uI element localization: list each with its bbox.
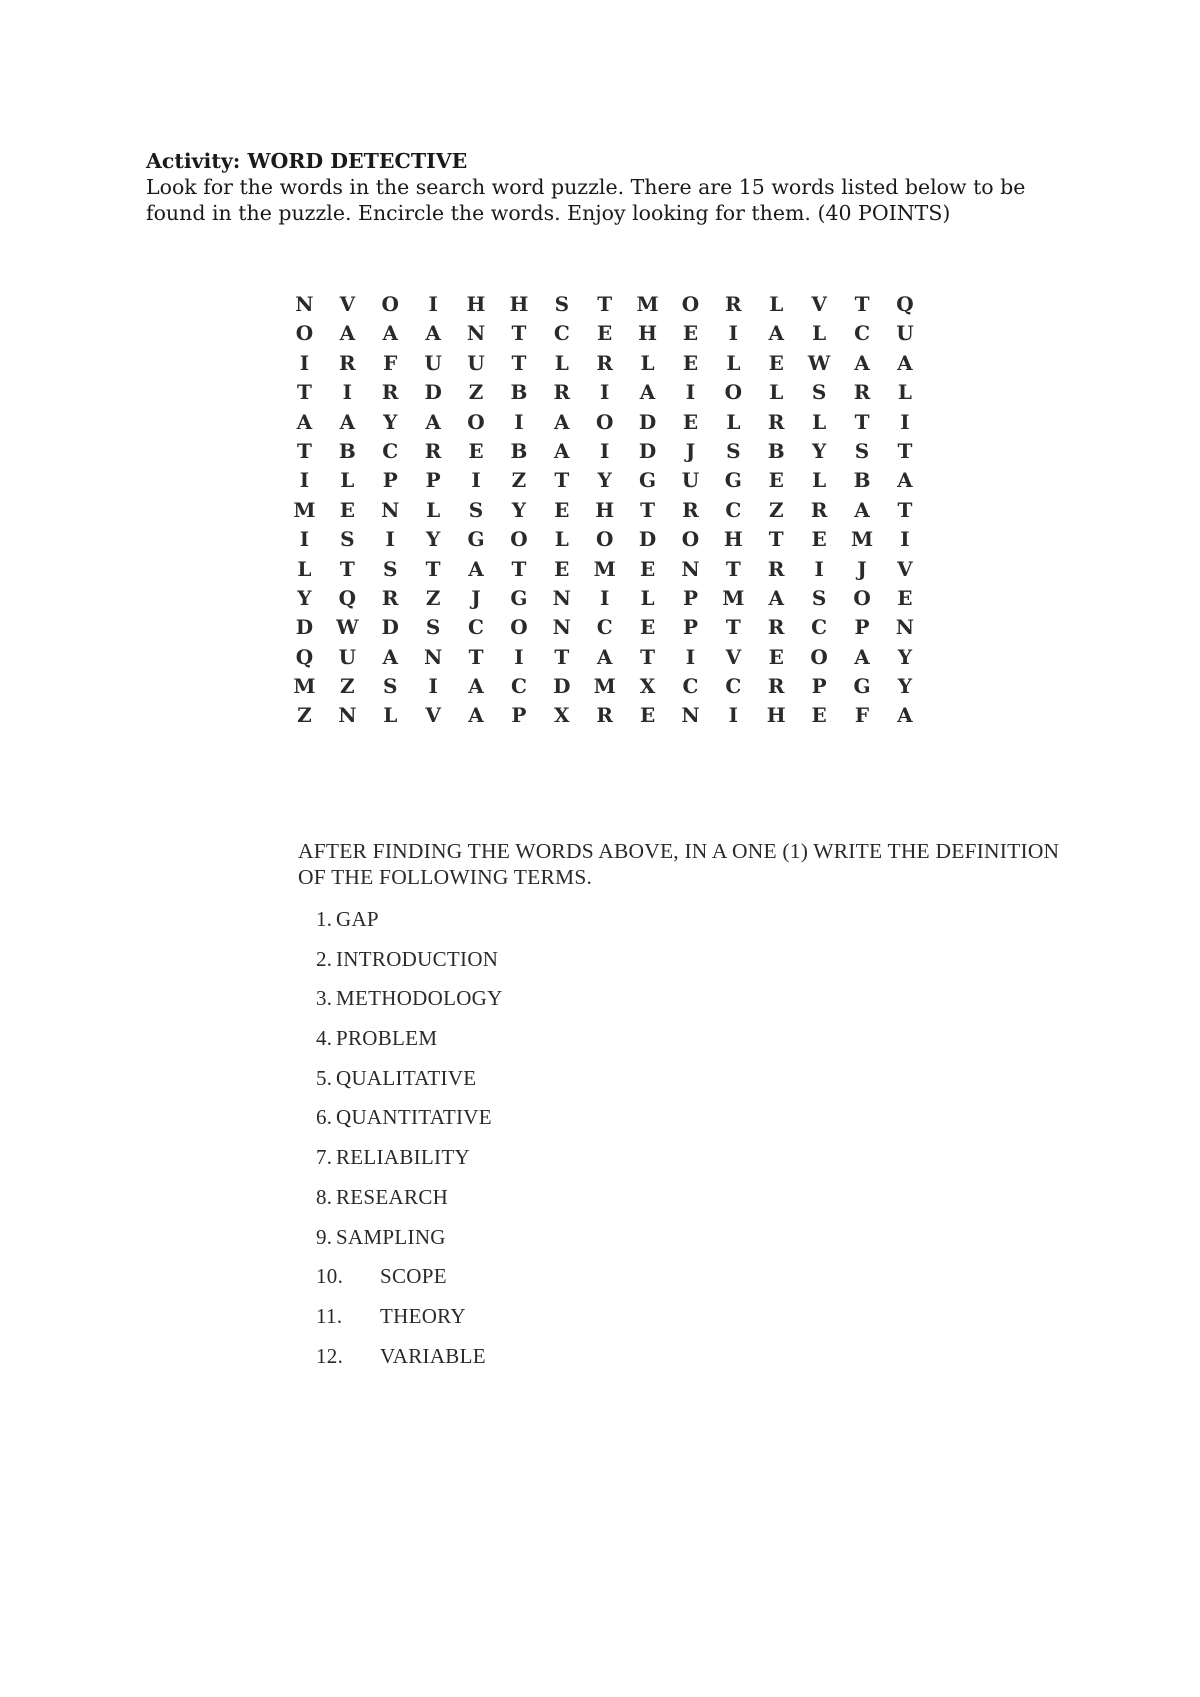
grid-letter[interactable]: T xyxy=(725,615,741,640)
grid-letter[interactable]: E xyxy=(468,438,484,463)
grid-letter[interactable]: L xyxy=(383,703,398,728)
followup-line-2: OF THE FOLLOWING TERMS. xyxy=(298,865,593,889)
grid-letter[interactable]: O xyxy=(595,409,614,434)
grid-letter[interactable]: T xyxy=(511,350,527,375)
grid-letter[interactable]: E xyxy=(768,468,784,493)
grid-letter[interactable]: E xyxy=(639,556,656,581)
grid-letter[interactable]: E xyxy=(639,615,656,640)
grid-letter[interactable]: E xyxy=(339,497,355,522)
grid-letter[interactable]: X xyxy=(554,703,570,728)
grid-letter[interactable]: M xyxy=(293,674,316,699)
term-item xyxy=(316,1263,503,1303)
grid-letter[interactable]: I xyxy=(299,468,310,493)
grid-letter[interactable]: C xyxy=(510,674,527,699)
grid-letter[interactable]: T xyxy=(339,556,355,581)
grid-letter[interactable]: B xyxy=(338,438,356,463)
term-text: QUALITATIVE xyxy=(336,1065,477,1090)
grid-letter[interactable]: T xyxy=(640,497,656,522)
grid-letter[interactable]: E xyxy=(682,409,699,434)
grid-letter[interactable]: L xyxy=(554,527,569,552)
followup-line-1: AFTER FINDING THE WORDS ABOVE, IN A ONE (1) WRITE THE DEFINITION xyxy=(298,839,1060,863)
grid-letter[interactable]: S xyxy=(425,615,441,640)
grid-letter[interactable]: T xyxy=(511,321,527,346)
grid-letter[interactable]: R xyxy=(553,380,571,405)
grid-letter[interactable]: B xyxy=(767,438,785,463)
grid-letter[interactable]: T xyxy=(854,409,870,434)
term-item xyxy=(316,1065,503,1105)
grid-letter[interactable]: N xyxy=(423,644,443,669)
term-item xyxy=(316,1184,503,1224)
grid-letter[interactable]: L xyxy=(812,321,827,346)
grid-letter[interactable]: G xyxy=(510,585,528,610)
grid-letter[interactable]: Z xyxy=(425,585,441,610)
grid-letter[interactable]: M xyxy=(293,497,316,522)
grid-letter[interactable]: L xyxy=(812,409,827,434)
term-number: 12. xyxy=(316,1343,344,1368)
grid-letter[interactable]: A xyxy=(468,703,484,728)
grid-letter[interactable]: P xyxy=(425,468,441,493)
grid-letter[interactable]: R xyxy=(810,497,828,522)
grid-letter[interactable]: P xyxy=(511,703,527,728)
grid-letter[interactable]: T xyxy=(854,292,870,316)
term-item xyxy=(316,1104,503,1144)
grid-letter[interactable]: H xyxy=(723,527,743,552)
grid-letter[interactable]: T xyxy=(468,644,484,669)
grid-letter[interactable]: S xyxy=(554,292,570,316)
grid-letter[interactable]: B xyxy=(853,468,871,493)
term-number: 7. xyxy=(316,1145,333,1170)
grid-letter[interactable]: B xyxy=(510,380,528,405)
term-text: SAMPLING xyxy=(336,1224,446,1249)
term-item xyxy=(316,906,503,946)
grid-letter[interactable]: O xyxy=(510,527,528,552)
grid-letter[interactable]: D xyxy=(424,380,442,405)
grid-letter[interactable]: S xyxy=(383,556,398,581)
grid-letter[interactable]: I xyxy=(385,527,395,552)
grid-letter[interactable]: A xyxy=(468,674,484,699)
grid-letter[interactable]: N xyxy=(681,556,700,581)
grid-letter[interactable]: R xyxy=(381,380,399,405)
grid-letter[interactable]: L xyxy=(769,292,784,316)
term-item xyxy=(316,1144,503,1184)
grid-letter[interactable]: O xyxy=(681,292,700,316)
grid-letter[interactable]: Y xyxy=(383,409,398,434)
grid-letter[interactable]: W xyxy=(336,615,359,640)
term-number: 4. xyxy=(316,1026,333,1051)
grid-letter[interactable]: R xyxy=(853,380,871,405)
grid-letter[interactable]: O xyxy=(510,615,528,640)
grid-letter[interactable]: J xyxy=(857,556,867,581)
grid-letter[interactable]: D xyxy=(638,409,657,434)
grid-letter[interactable]: C xyxy=(811,615,828,640)
grid-letter[interactable]: A xyxy=(639,380,656,405)
grid-letter[interactable]: A xyxy=(854,350,870,375)
grid-letter[interactable]: R xyxy=(381,585,399,610)
grid-letter[interactable]: Y xyxy=(897,644,913,669)
grid-letter[interactable]: I xyxy=(342,380,353,405)
grid-letter[interactable]: P xyxy=(811,674,827,699)
grid-letter[interactable]: I xyxy=(428,674,438,699)
grid-letter[interactable]: E xyxy=(768,350,784,375)
term-number: 11. xyxy=(316,1303,343,1328)
activity-title: WORD DETECTIVE xyxy=(247,149,468,173)
grid-letter[interactable]: J xyxy=(471,585,481,610)
grid-letter[interactable]: I xyxy=(514,409,524,434)
grid-letter[interactable]: R xyxy=(596,350,613,375)
grid-letter[interactable]: C xyxy=(682,674,699,699)
term-text: INTRODUCTION xyxy=(336,946,499,971)
grid-letter[interactable]: L xyxy=(554,350,569,375)
grid-letter[interactable]: R xyxy=(767,409,785,434)
grid-letter[interactable]: N xyxy=(466,321,486,346)
grid-letter[interactable]: L xyxy=(812,468,827,493)
grid-letter[interactable]: S xyxy=(854,438,870,463)
grid-letter[interactable]: I xyxy=(600,438,610,463)
grid-letter[interactable]: S xyxy=(383,674,398,699)
term-number: 10. xyxy=(316,1264,344,1289)
grid-letter[interactable]: C xyxy=(725,674,742,699)
grid-letter[interactable]: A xyxy=(897,703,913,728)
grid-letter[interactable]: N xyxy=(295,292,314,316)
grid-letter[interactable]: A xyxy=(768,321,784,346)
grid-letter[interactable]: L xyxy=(297,556,312,581)
grid-letter[interactable]: A xyxy=(382,321,398,346)
term-text: THEORY xyxy=(380,1303,466,1328)
grid-letter[interactable]: N xyxy=(381,497,400,522)
grid-letter[interactable]: P xyxy=(382,468,398,493)
grid-letter[interactable]: Z xyxy=(468,380,484,405)
grid-letter[interactable]: V xyxy=(811,292,827,316)
grid-letter[interactable]: A xyxy=(596,644,613,669)
grid-letter[interactable]: H xyxy=(466,292,486,316)
grid-letter[interactable]: T xyxy=(297,438,312,463)
grid-letter[interactable]: P xyxy=(682,615,698,640)
grid-letter[interactable]: H xyxy=(509,292,529,316)
grid-letter[interactable]: A xyxy=(425,321,441,346)
grid-letter[interactable]: I xyxy=(685,380,696,405)
grid-letter[interactable]: H xyxy=(766,703,786,728)
followup-instructions xyxy=(298,838,1178,890)
grid-letter[interactable]: V xyxy=(897,556,913,581)
grid-letter[interactable]: W xyxy=(807,350,831,375)
grid-letter[interactable]: O xyxy=(681,527,700,552)
grid-letter[interactable]: F xyxy=(854,703,870,728)
instruction-line-2: found in the puzzle. Encircle the words. Enjoy looking for them. (40 POINTS) xyxy=(146,201,951,225)
grid-letter[interactable]: O xyxy=(810,644,828,669)
grid-letter[interactable]: Y xyxy=(511,497,527,522)
term-text: GAP xyxy=(336,907,379,931)
grid-letter[interactable]: E xyxy=(682,321,699,346)
term-text: VARIABLE xyxy=(380,1343,486,1368)
grid-letter[interactable]: M xyxy=(722,585,745,610)
grid-letter[interactable]: I xyxy=(428,292,438,316)
grid-letter[interactable]: A xyxy=(854,497,870,522)
grid-letter[interactable]: X xyxy=(639,674,656,699)
term-text: RESEARCH xyxy=(336,1184,449,1209)
grid-letter[interactable]: E xyxy=(811,703,827,728)
grid-letter[interactable]: T xyxy=(597,292,613,316)
grid-letter[interactable]: C xyxy=(553,321,570,346)
grid-letter[interactable]: M xyxy=(850,527,874,552)
grid-letter[interactable]: Z xyxy=(340,674,355,699)
grid-letter[interactable]: R xyxy=(767,674,785,699)
grid-letter[interactable]: L xyxy=(726,409,741,434)
grid-letter[interactable]: L xyxy=(640,585,655,610)
grid-letter[interactable]: L xyxy=(897,380,912,405)
grid-letter[interactable]: E xyxy=(768,644,784,669)
grid-letter[interactable]: C xyxy=(596,615,613,640)
grid-letter[interactable]: E xyxy=(597,321,613,346)
grid-letter[interactable]: E xyxy=(554,497,570,522)
term-item xyxy=(316,1343,503,1383)
grid-letter[interactable]: I xyxy=(685,644,696,669)
grid-letter[interactable]: Z xyxy=(297,703,312,728)
grid-letter[interactable]: F xyxy=(383,350,398,375)
grid-letter[interactable]: R xyxy=(424,438,442,463)
grid-letter[interactable]: O xyxy=(467,409,485,434)
term-item xyxy=(316,1303,503,1343)
grid-letter[interactable]: T xyxy=(640,644,656,669)
grid-letter[interactable]: T xyxy=(725,556,741,581)
grid-letter[interactable]: S xyxy=(811,380,827,405)
term-item xyxy=(316,1025,503,1065)
grid-letter[interactable]: I xyxy=(600,380,610,405)
grid-letter[interactable]: L xyxy=(640,350,655,375)
grid-letter[interactable]: Q xyxy=(338,585,357,610)
grid-letter[interactable]: M xyxy=(593,674,616,699)
grid-letter[interactable]: T xyxy=(897,497,913,522)
grid-letter[interactable]: T xyxy=(554,468,570,493)
grid-letter[interactable]: V xyxy=(425,703,441,728)
grid-letter[interactable]: I xyxy=(728,321,739,346)
grid-letter[interactable]: M xyxy=(593,556,616,581)
grid-letter[interactable]: O xyxy=(295,321,314,346)
grid-letter[interactable]: I xyxy=(299,350,310,375)
grid-letter[interactable]: C xyxy=(382,438,399,463)
grid-letter[interactable]: L xyxy=(340,468,355,493)
grid-letter[interactable]: Q xyxy=(896,292,914,316)
term-text: PROBLEM xyxy=(336,1026,438,1051)
grid-letter[interactable]: E xyxy=(554,556,570,581)
grid-letter[interactable]: G xyxy=(853,674,871,699)
grid-letter[interactable]: S xyxy=(340,527,355,552)
grid-letter[interactable]: A xyxy=(339,321,356,346)
grid-letter[interactable]: R xyxy=(682,497,699,522)
grid-letter[interactable]: P xyxy=(854,615,870,640)
grid-letter[interactable]: C xyxy=(468,615,484,640)
grid-letter[interactable]: A xyxy=(554,409,570,434)
grid-letter[interactable]: A xyxy=(296,409,313,434)
grid-letter[interactable]: T xyxy=(297,380,312,405)
grid-letter[interactable]: I xyxy=(900,409,910,434)
grid-letter[interactable]: D xyxy=(295,615,314,640)
grid-letter[interactable]: Y xyxy=(425,527,441,552)
grid-letter[interactable]: N xyxy=(552,585,571,610)
grid-letter[interactable]: I xyxy=(471,468,481,493)
term-item xyxy=(316,946,503,986)
grid-letter[interactable]: U xyxy=(467,350,485,375)
grid-letter[interactable]: U xyxy=(424,350,442,375)
grid-letter[interactable]: U xyxy=(681,468,700,493)
terms-list xyxy=(316,906,503,1382)
grid-letter[interactable]: E xyxy=(682,350,699,375)
grid-letter[interactable]: D xyxy=(381,615,399,640)
grid-letter[interactable]: H xyxy=(638,321,658,346)
grid-letter[interactable]: G xyxy=(724,468,742,493)
grid-letter[interactable]: R xyxy=(767,556,785,581)
grid-letter[interactable]: J xyxy=(685,438,696,463)
grid-letter[interactable]: D xyxy=(638,527,657,552)
grid-letter[interactable]: D xyxy=(553,674,571,699)
grid-letter[interactable]: Y xyxy=(597,468,612,493)
grid-letter[interactable]: A xyxy=(425,409,441,434)
grid-letter[interactable]: O xyxy=(724,380,743,405)
grid-letter[interactable]: Y xyxy=(297,585,312,610)
grid-letter[interactable]: T xyxy=(425,556,441,581)
grid-letter[interactable]: N xyxy=(552,615,571,640)
word-search-grid[interactable] xyxy=(283,290,925,731)
grid-letter[interactable]: S xyxy=(468,497,484,522)
grid-letter[interactable]: R xyxy=(339,350,356,375)
grid-letter[interactable]: C xyxy=(725,497,742,522)
grid-letter[interactable]: R xyxy=(767,615,785,640)
grid-letter[interactable]: G xyxy=(639,468,657,493)
grid-letter[interactable]: Y xyxy=(811,438,827,463)
grid-letter[interactable]: I xyxy=(900,527,910,552)
grid-letter[interactable]: O xyxy=(853,585,871,610)
grid-letter[interactable]: N xyxy=(895,615,915,640)
grid-letter[interactable]: R xyxy=(596,703,613,728)
term-text: QUANTITATIVE xyxy=(336,1105,492,1130)
grid-letter[interactable]: O xyxy=(381,292,399,316)
grid-letter[interactable]: R xyxy=(725,292,742,316)
grid-letter[interactable]: E xyxy=(897,585,913,610)
grid-letter[interactable]: H xyxy=(595,497,615,522)
grid-letter[interactable]: A xyxy=(854,644,870,669)
term-number: 5. xyxy=(316,1065,333,1090)
grid-letter[interactable]: S xyxy=(726,438,741,463)
grid-letter[interactable]: E xyxy=(811,527,827,552)
grid-letter[interactable]: A xyxy=(554,438,570,463)
term-item xyxy=(316,985,503,1025)
grid-letter[interactable]: L xyxy=(726,350,741,375)
grid-letter[interactable]: M xyxy=(636,292,659,316)
term-number: 6. xyxy=(316,1105,333,1130)
grid-letter[interactable]: D xyxy=(638,438,657,463)
grid-letter[interactable]: T xyxy=(897,438,913,463)
grid-letter[interactable]: I xyxy=(600,585,610,610)
grid-letter[interactable]: O xyxy=(595,527,614,552)
term-number: 8. xyxy=(316,1184,333,1209)
grid-letter[interactable]: Z xyxy=(511,468,527,493)
grid-letter[interactable]: N xyxy=(681,703,700,728)
grid-letter[interactable]: Y xyxy=(897,674,913,699)
term-item xyxy=(316,1224,503,1264)
term-number: 1. xyxy=(316,907,333,931)
grid-letter[interactable]: T xyxy=(554,644,570,669)
activity-heading xyxy=(146,148,1106,174)
grid-letter[interactable]: G xyxy=(467,527,485,552)
grid-letter[interactable]: C xyxy=(854,321,870,346)
grid-letter[interactable]: A xyxy=(897,350,913,375)
term-text: RELIABILITY xyxy=(336,1145,470,1170)
term-text: METHODOLOGY xyxy=(336,986,503,1011)
term-text: SCOPE xyxy=(380,1264,447,1289)
grid-letter[interactable]: U xyxy=(338,644,357,669)
activity-instructions xyxy=(146,148,1106,226)
grid-letter[interactable]: A xyxy=(897,468,913,493)
grid-letter[interactable]: B xyxy=(510,438,528,463)
grid-letter[interactable]: P xyxy=(682,585,698,610)
grid-letter[interactable]: L xyxy=(426,497,441,522)
term-number: 9. xyxy=(316,1224,333,1249)
grid-letter[interactable]: V xyxy=(725,644,742,669)
grid-letter[interactable]: S xyxy=(811,585,827,610)
grid-letter[interactable]: I xyxy=(728,703,739,728)
grid-letter[interactable]: I xyxy=(299,527,310,552)
activity-label: Activity: xyxy=(146,149,241,173)
instruction-line-1: Look for the words in the search word puzzle. There are 15 words listed below to be xyxy=(146,175,1026,199)
grid-letter[interactable]: V xyxy=(339,292,356,316)
grid-letter[interactable]: A xyxy=(382,644,398,669)
grid-letter[interactable]: I xyxy=(814,556,824,581)
grid-letter[interactable]: E xyxy=(639,703,656,728)
grid-letter[interactable]: A xyxy=(468,556,484,581)
term-number: 3. xyxy=(316,986,333,1011)
grid-letter[interactable]: Q xyxy=(295,644,314,669)
grid-letter[interactable]: T xyxy=(768,527,784,552)
grid-letter[interactable]: U xyxy=(896,321,914,346)
grid-letter[interactable]: N xyxy=(338,703,357,728)
grid-letter[interactable]: A xyxy=(339,409,356,434)
grid-letter[interactable]: I xyxy=(514,644,524,669)
grid-letter[interactable]: Z xyxy=(768,497,784,522)
grid-letter[interactable]: A xyxy=(768,585,784,610)
term-number: 2. xyxy=(316,946,333,971)
grid-letter[interactable]: L xyxy=(769,380,784,405)
grid-letter[interactable]: T xyxy=(511,556,527,581)
